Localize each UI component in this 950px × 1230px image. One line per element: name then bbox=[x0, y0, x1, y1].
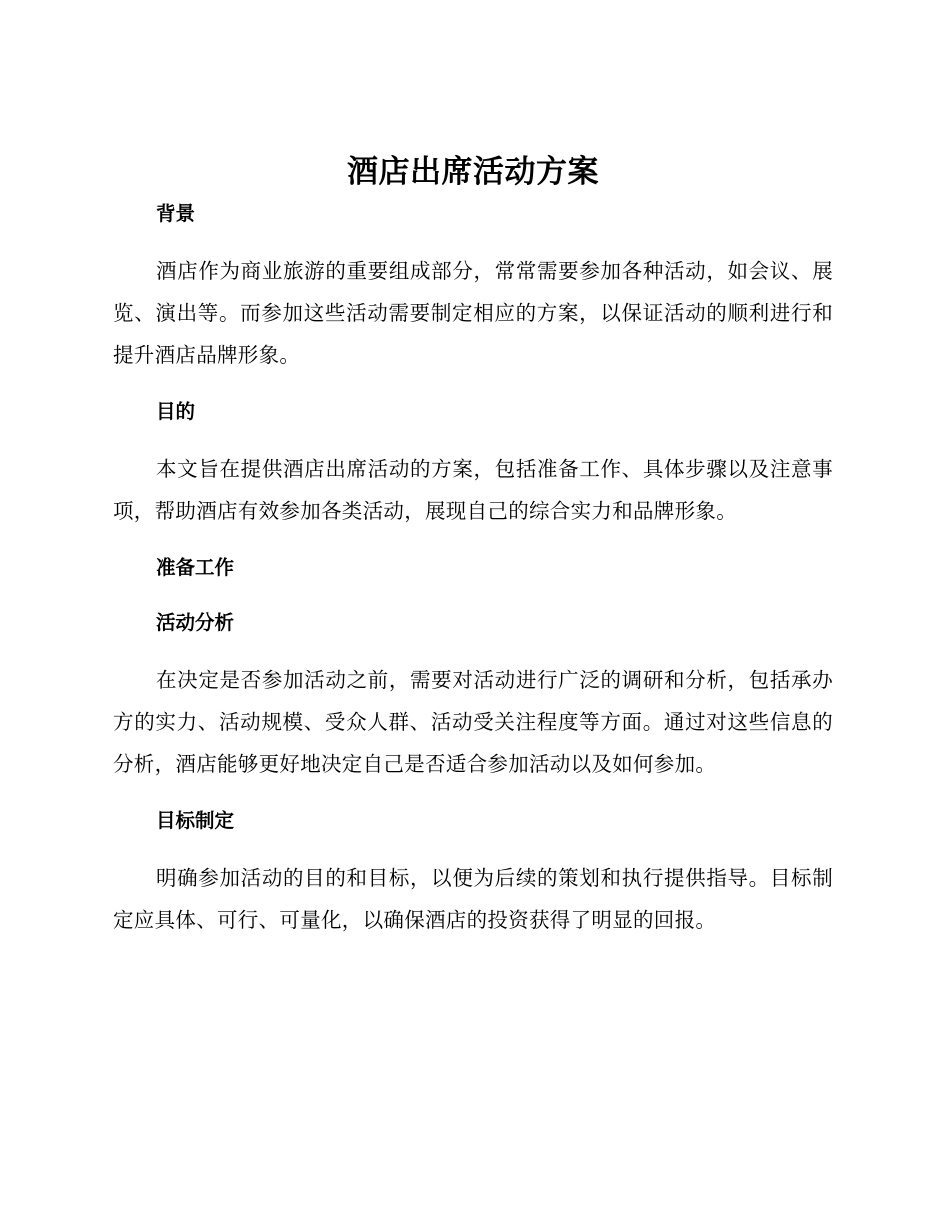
section-paragraph-purpose: 本文旨在提供酒店出席活动的方案，包括准备工作、具体步骤以及注意事项，帮助酒店有效参加各类活动，展现自己的综合实力和品牌形象。 bbox=[113, 457, 833, 523]
section-heading-background: 背景 bbox=[156, 202, 196, 225]
section-heading-purpose: 目的 bbox=[156, 400, 196, 423]
section-heading-preparation: 准备工作 bbox=[156, 556, 235, 579]
document-body bbox=[113, 150, 833, 941]
section-heading-goal-setting: 目标制定 bbox=[156, 809, 235, 832]
section-paragraph-goal-setting: 明确参加活动的目的和目标，以便为后续的策划和执行提供指导。目标制定应具体、可行、可量化，以确保酒店的投资获得了明显的回报。 bbox=[113, 866, 833, 932]
document-title: 酒店出席活动方案 bbox=[347, 154, 599, 190]
section-paragraph-background: 酒店作为商业旅游的重要组成部分，常常需要参加各种活动，如会议、展览、演出等。而参加这些活动需要制定相应的方案，以保证活动的顺利进行和提升酒店品牌形象。 bbox=[113, 259, 833, 367]
section-heading-activity-analysis: 活动分析 bbox=[156, 611, 235, 634]
section-paragraph-activity-analysis: 在决定是否参加活动之前，需要对活动进行广泛的调研和分析，包括承办方的实力、活动规模、受众人群、活动受关注程度等方面。通过对这些信息的分析，酒店能够更好地决定自己是否适合参加活动以及如何参加。 bbox=[113, 668, 833, 776]
